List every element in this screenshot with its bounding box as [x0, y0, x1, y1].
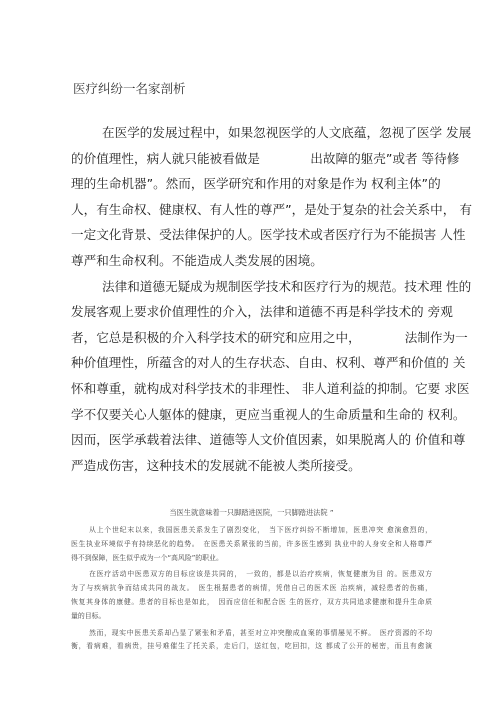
appendix-title: 当医生就意味着一只脚踏进医院，一只脚踏进法院 ” [169, 508, 334, 517]
appendix-line: 恢复其身体的康健。患者的目标也是如此， 因而应信任和配合医 生的医疗，双方共同追求健康和提升生命质 [71, 597, 432, 606]
appendix-line: 为了与疾病抗争而结成共同的战友。 医生根据患者的病情，凭借自己的医术医 治疾病，减轻患者的伤痛， [71, 584, 432, 593]
appendix-line: 然而，现实中医患关系却凸显了紧张和矛盾，甚至对立冲突酿成血案的事情屡见不鲜。 医疗资源的不均 [89, 628, 432, 637]
main-body [71, 120, 472, 478]
paragraph-line: 一定文化背景、受法律保护的人。医学技术或者医疗行为不能损害 人性 [71, 227, 466, 243]
paragraph-line: 种价值理性，所蕴含的对人的生存状态、自由、权利、尊严和价值的 关 [71, 355, 466, 371]
paragraph-line: 发展客观上要求价值理性的介入，法律和道德不再是科学技术的 旁观 [71, 304, 453, 320]
appendix-line: 得不到保障，医生似乎成为一个“高风险”的职业。 [71, 553, 223, 562]
paragraph-line: 学不仅要关心人躯体的健康，更应当重视人的生命质量和生命的 权利。 [71, 406, 466, 422]
appendix-line: 量的目标。 [71, 611, 106, 620]
paragraph-line: 人，有生命权、健康权、有人性的尊严”，是处于复杂的社会关系中， 有 [71, 201, 472, 217]
appendix-line: 医生执业环境似乎有持续恶化的趋势。 在医患关系紧张的当前，许多医生感到 执业中的人身安全和人格尊严 [71, 539, 432, 548]
paragraph-line: 的价值理性，病人就只能被看做是 出故障的躯壳”或者 等待修 [71, 150, 460, 166]
appendix-section [71, 506, 432, 654]
paragraph-line: 尊严和生命权利。不能造成人类发展的困境。 [71, 252, 323, 268]
appendix-line: 在医疗活动中医患双方的目标应该是共同的， 一致的，都是以治疗疾病，恢复健康为目 的。医患双方 [89, 570, 432, 579]
paragraph-line: 因而，医学承载着法律、道德等人文价值因素，如果脱离人的 价值和尊 [71, 432, 466, 448]
appendix-line: 衡，看病难，看病贵，挂号难催生了托关系，走后门，送红包，吃回扣，这 都成了公开的秘密，而且有愈演 [71, 642, 432, 651]
paragraph-line: 者，它总是积极的介入科学技术的研究和应用之中， 法制作为一 [71, 329, 468, 345]
document-title: 医疗纠纷一名家剖析 [73, 81, 186, 96]
paragraph-line: 法律和道德无疑成为规制医学技术和医疗行为的规范。技术理 性的 [102, 278, 472, 294]
paragraph-line: 严造成伤害，这种技术的发展就不能被人类所接受。 [71, 457, 361, 473]
paragraph-line: 在医学的发展过程中，如果忽视医学的人文底蕴，忽视了医学 发展 [102, 125, 472, 140]
paragraph-line: 怀和尊重，就构成对科学技术的非理性、 非人道利益的抑制。它要 求医 [71, 380, 470, 396]
appendix-line: 从上个世纪末以来，我国医患关系发生了剧烈变化， 当下医疗纠纷不断增加，医患冲突 愈演愈烈的， [89, 526, 432, 534]
paragraph-line: 理的生命机器”。然而，医学研究和作用的对象是作为 权利主体”的 [71, 176, 441, 192]
